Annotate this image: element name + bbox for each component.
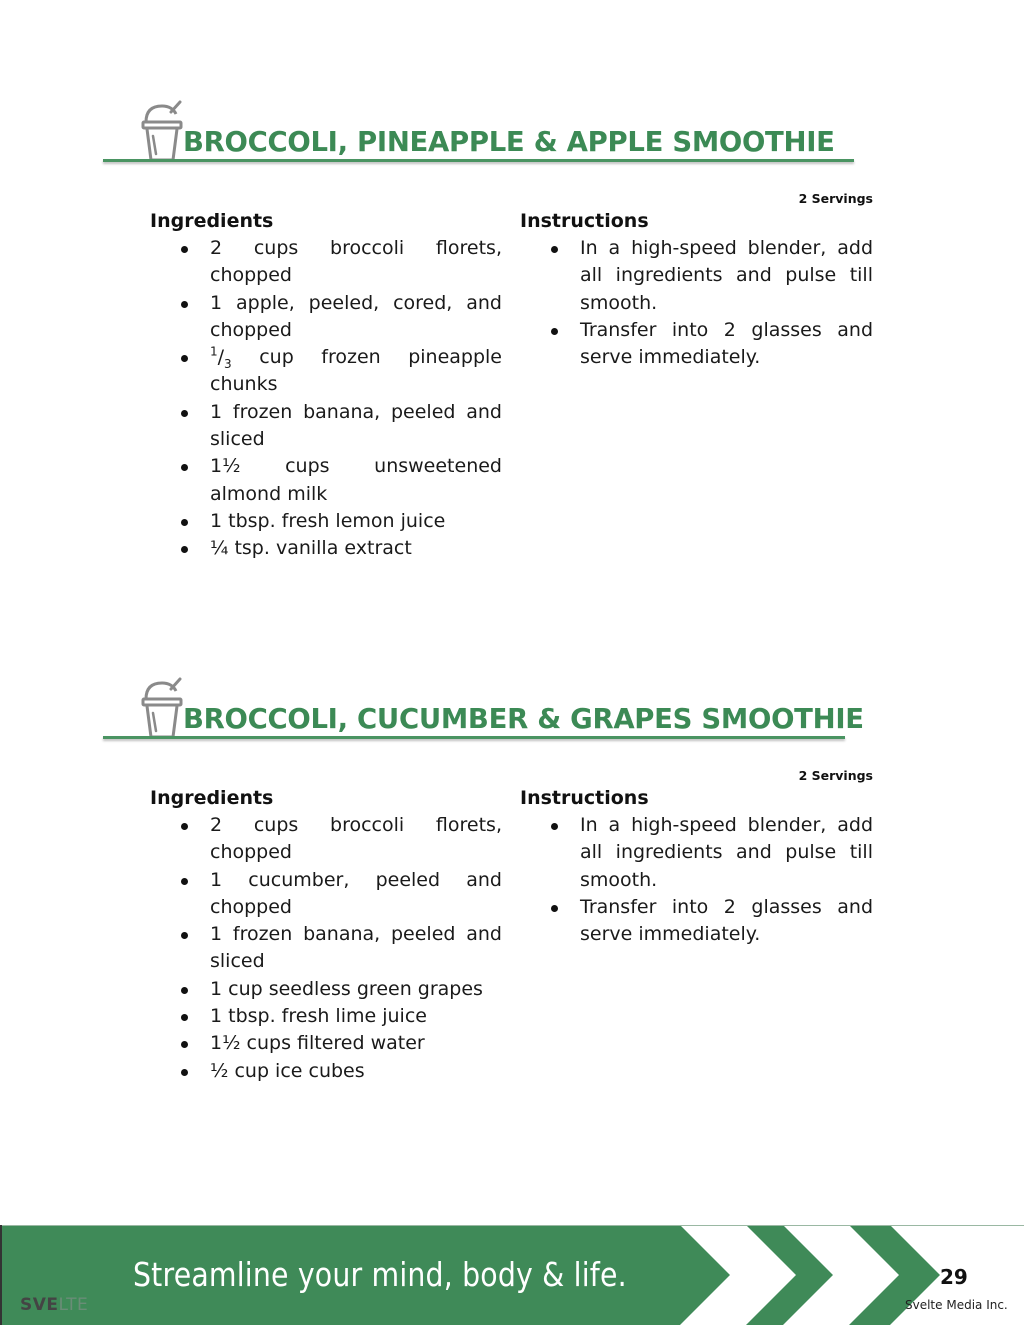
list-item: In a high-speed blender, add all ingredients and pulse till smooth. [520, 235, 873, 317]
company-name: Svelte Media Inc. [905, 1298, 1008, 1312]
list-item: In a high-speed blender, add all ingredients and pulse till smooth. [520, 812, 873, 894]
footer-tagline: Streamline your mind, body & life. [133, 1255, 627, 1294]
list-item: Transfer into 2 glasses and serve immediately. [520, 317, 873, 372]
instructions-heading: Instructions [520, 210, 649, 232]
svelte-logo: SVELTE [20, 1295, 89, 1315]
list-item: 1 apple, peeled, cored, and chopped [150, 290, 502, 345]
bullet-icon [181, 932, 188, 939]
list-item: 1 cup seedless green grapes [150, 976, 502, 1003]
list-item: 1½ cups unsweetened almond milk [150, 453, 502, 508]
recipe-title-row [0, 96, 1024, 168]
instructions-list [520, 812, 873, 948]
list-item: Transfer into 2 glasses and serve immediately. [520, 894, 873, 949]
list-item: $^1/_3$ cup frozen pineapple chunks [150, 344, 502, 399]
bullet-icon [181, 355, 188, 362]
instructions-list [520, 235, 873, 371]
recipe-title-row [0, 673, 1024, 745]
ingredients-heading: Ingredients [150, 787, 274, 809]
recipe-broccoli-cucumber-grapes [0, 673, 1024, 1082]
ingredients-list [150, 812, 502, 1085]
footer-left-edge [0, 1225, 2, 1325]
list-item: 1 cucumber, peeled and chopped [150, 867, 502, 922]
ingredients-list [150, 235, 502, 563]
smoothie-cup-icon [138, 675, 186, 739]
bullet-icon [181, 823, 188, 830]
footer-top-edge [0, 1225, 1024, 1226]
page-footer [0, 1225, 1024, 1325]
instructions-heading: Instructions [520, 787, 649, 809]
list-item: ½ cup ice cubes [150, 1058, 502, 1085]
bullet-icon [551, 246, 558, 253]
instructions-column [520, 208, 873, 371]
bullet-icon [181, 1014, 188, 1021]
bullet-icon [551, 905, 558, 912]
title-underline [103, 736, 845, 739]
bullet-icon [551, 823, 558, 830]
bullet-icon [181, 464, 188, 471]
bullet-icon [181, 878, 188, 885]
ingredients-column [150, 208, 502, 563]
servings-label: 2 Servings [798, 768, 873, 783]
bullet-icon [181, 546, 188, 553]
list-item: 1 frozen banana, peeled and sliced [150, 921, 502, 976]
fraction-denominator: 3 [224, 356, 232, 371]
bullet-icon [181, 1069, 188, 1076]
list-item: 2 cups broccoli florets, chopped [150, 812, 502, 867]
bullet-icon [181, 246, 188, 253]
bullet-icon [181, 1041, 188, 1048]
page-number: 29 [940, 1265, 968, 1289]
list-item: 1 tbsp. fresh lime juice [150, 1003, 502, 1030]
bullet-icon [181, 519, 188, 526]
title-underline [103, 159, 854, 162]
servings-label: 2 Servings [798, 191, 873, 206]
list-item: 1½ cups filtered water [150, 1030, 502, 1057]
fraction-numerator: 1 [210, 344, 218, 359]
smoothie-cup-icon [138, 98, 186, 162]
list-item: ¼ tsp. vanilla extract [150, 535, 502, 562]
recipe-broccoli-pineapple-apple [0, 96, 1024, 560]
list-item: 1 tbsp. fresh lemon juice [150, 508, 502, 535]
bullet-icon [551, 328, 558, 335]
ingredients-heading: Ingredients [150, 210, 274, 232]
list-item: 2 cups broccoli florets, chopped [150, 235, 502, 290]
ingredients-column [150, 785, 502, 1085]
recipe-title: BROCCOLI, CUCUMBER & GRAPES SMOOTHIE [183, 703, 864, 735]
instructions-column [520, 785, 873, 948]
bullet-icon [181, 987, 188, 994]
bullet-icon [181, 410, 188, 417]
list-item: 1 frozen banana, peeled and sliced [150, 399, 502, 454]
recipe-title: BROCCOLI, PINEAPPLE & APPLE SMOOTHIE [183, 126, 835, 158]
bullet-icon [181, 301, 188, 308]
